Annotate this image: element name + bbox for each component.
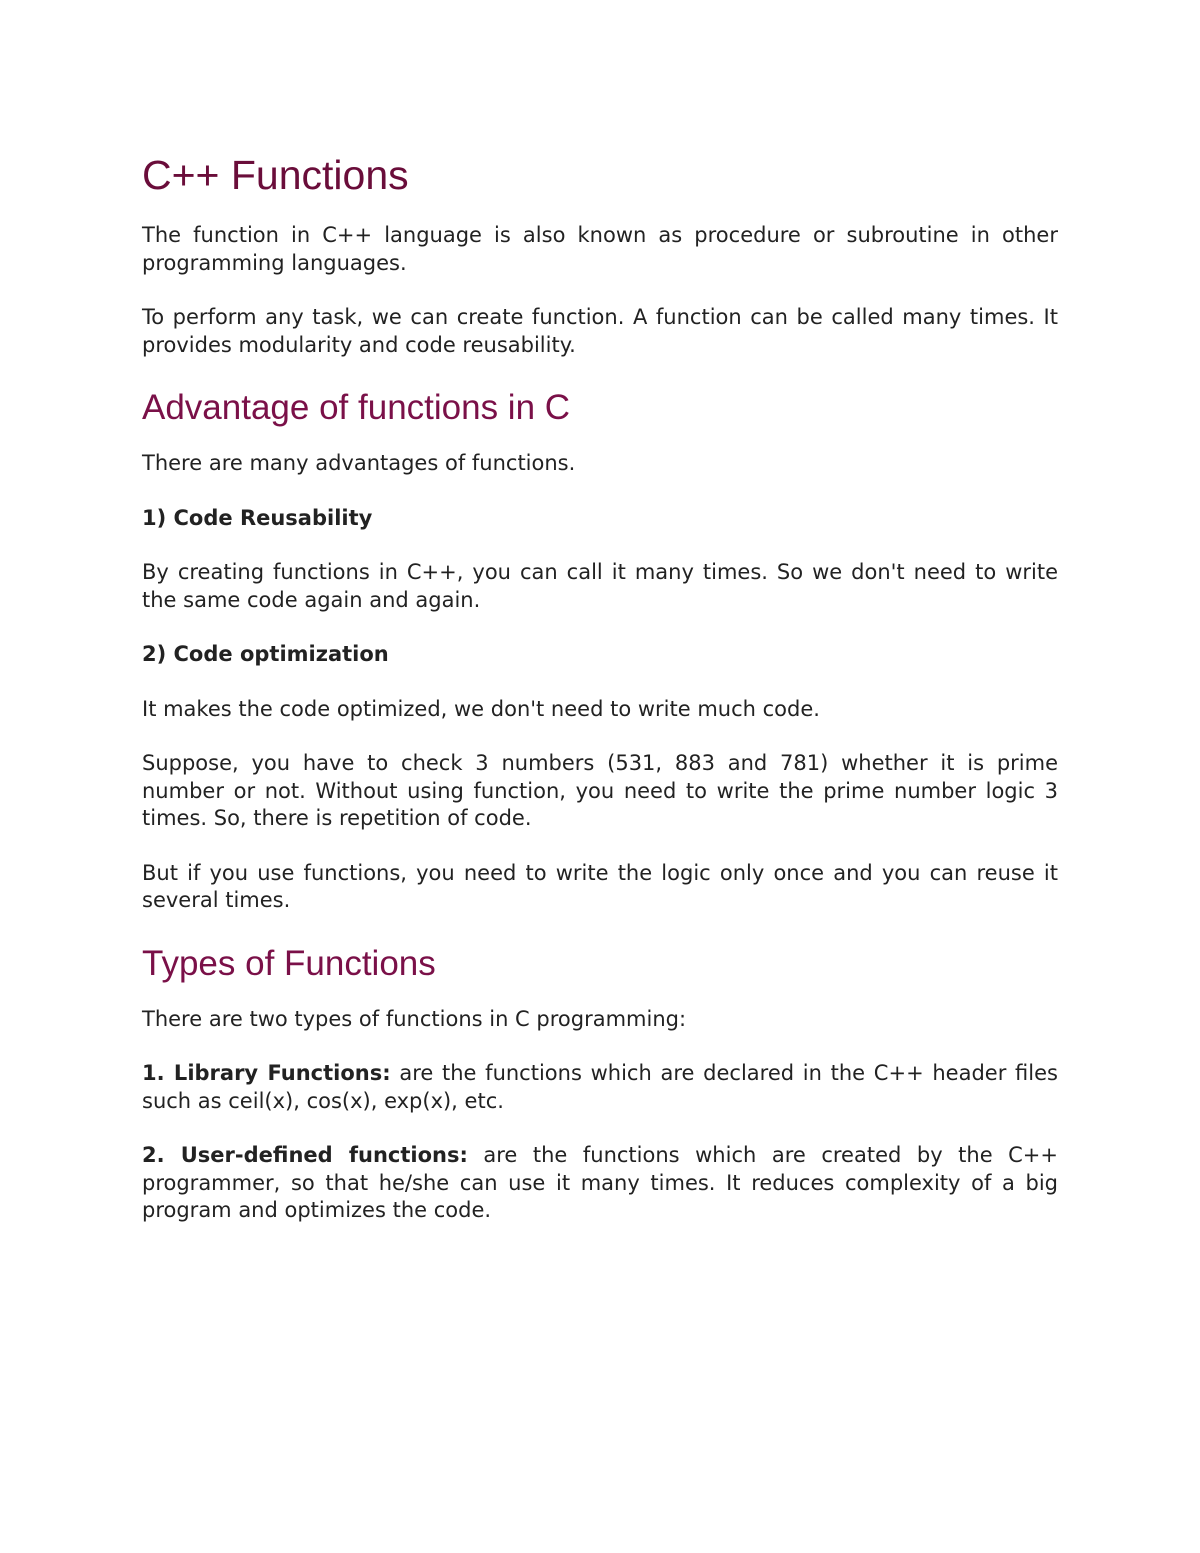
library-functions-label: 1. Library Functions: <box>142 1061 391 1085</box>
intro-paragraph-2: To perform any task, we can create function. A function can be called many times. It provides modularity and code reusability. <box>142 305 1058 357</box>
library-functions-item <box>142 1060 1058 1115</box>
advantages-heading: Advantage of functions in C <box>142 388 571 427</box>
types-heading: Types of Functions <box>142 943 436 983</box>
intro-paragraph-1: The function in C++ language is also known as procedure or subroutine in other programming languages. <box>142 223 1058 275</box>
document-page <box>142 150 1058 1252</box>
advantages-lead: There are many advantages of functions. <box>142 451 576 475</box>
user-defined-functions-item <box>142 1142 1058 1225</box>
page-title: C++ Functions <box>142 152 409 198</box>
code-reusability-title: 1) Code Reusability <box>142 505 373 530</box>
user-defined-functions-label: 2. User-defined functions: <box>142 1143 468 1167</box>
code-optimization-text: It makes the code optimized, we don't need to write much code. <box>142 696 820 721</box>
types-lead: There are two types of functions in C programming: <box>142 1006 687 1031</box>
code-optimization-title: 2) Code optimization <box>142 642 389 666</box>
library-functions-text: are the functions which are declared in the C++ header files such as ceil(x), cos(x), exp(x), etc. <box>142 1061 1058 1113</box>
user-defined-functions-text: are the functions which are created by the C++ programmer, so that he/she can use it many times. It reduces complexity of a big program and optimizes the code. <box>142 1143 1058 1222</box>
code-reusability-text: By creating functions in C++, you can call it many times. So we don't need to write the same code again and again. <box>142 560 1058 612</box>
closing-paragraph: But if you use functions, you need to write the logic only once and you can reuse it several times. <box>142 860 1058 912</box>
example-paragraph: Suppose, you have to check 3 numbers (531, 883 and 781) whether it is prime number or not. Without using function, you need to write the prime number logic 3 times. So, there is repetition of code. <box>142 751 1058 830</box>
